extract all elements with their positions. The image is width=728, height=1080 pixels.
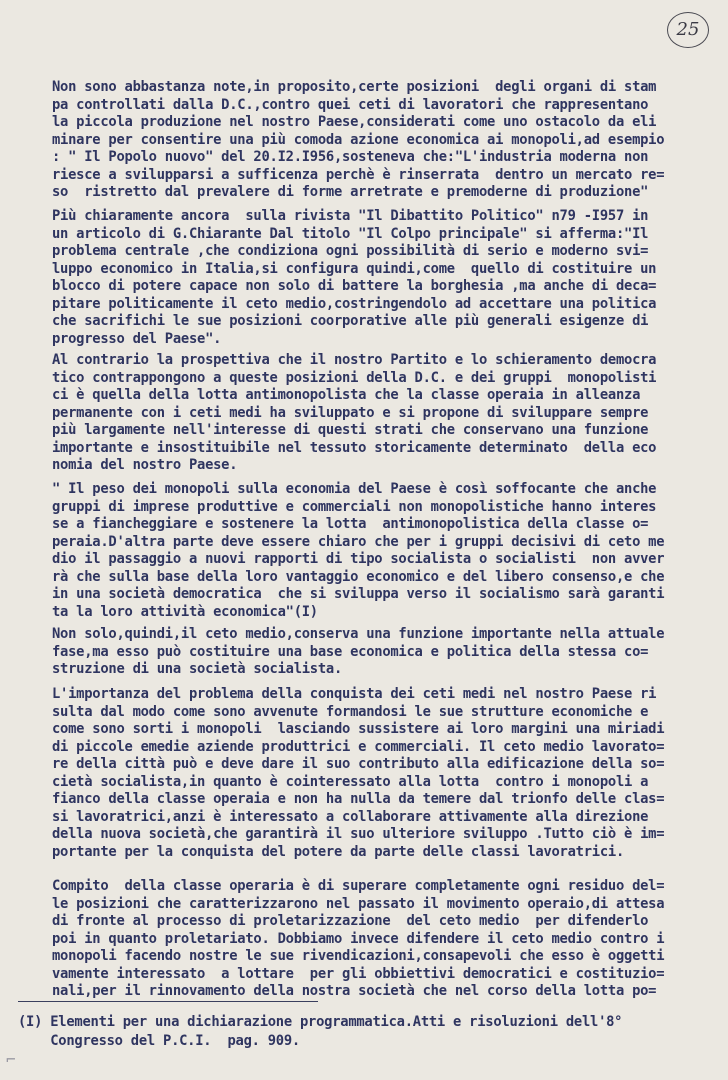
text-line: più largamente nell'interesse di questi strati che conservano una funzione [52,422,649,438]
text-line: portante per la conquista del potere da parte delle classi lavoratrici. [52,843,625,860]
text-line: di piccole emedie aziende produttrici e commerciali. Il ceto medio lavorato= [52,738,665,755]
quotation-paragraph [52,481,712,621]
text-line: che sacrifichi le sue posizioni coorporative alle più generali esigenze di [52,313,649,329]
text-line: dio il passaggio a nuovi rapporti di tipo socialista o socialisti non avver [52,551,665,567]
text-line: ta la loro attività economica"(I) [52,603,318,620]
text-line: rà che sulla base della loro vantaggio economico e del libero consenso,e che [52,568,665,585]
page-number: 25 [667,12,709,48]
text-line: importante e insostituibile nel tessuto storicamente determinato della eco [52,439,657,456]
text-line: Più chiaramente ancora sulla rivista "Il Dibattito Politico" n79 -I957 in [52,208,649,224]
text-line: progresso del Paese". [52,330,222,347]
text-line: minare per consentire una più comoda azione economica ai monopoli,ad esempio [52,131,665,148]
text-line: cietà socialista,in quanto è cointeressato alla lotta contro i monopoli a [52,773,649,790]
text-line: permanente con i ceti medi ha sviluppato e si propone di sviluppare sempre [52,404,649,421]
footnote-line: Congresso del P.C.I. pag. 909. [18,1033,300,1049]
text-line: della nuova società,che garantirà il suo ulteriore sviluppo .Tutto ciò è im= [52,826,665,842]
text-line: gruppi di imprese produttive e commerciali non monopolistiche hanno interes [52,498,657,515]
text-line: problema centrale ,che condiziona ogni possibilità di serio e moderno svi= [52,243,649,259]
text-line: tico contrappongono a queste posizioni della D.C. e dei gruppi monopolisti [52,369,657,386]
text-line: in una società democratica che si sviluppa verso il socialismo sarà garanti [52,586,665,602]
text-line: Non sono abbastanza note,in proposito,certe posizioni degli organi di stam [52,79,657,95]
text-line: peraia.D'altra parte deve essere chiaro che per i gruppi decisivi di ceto me [52,533,665,550]
text-line: come sono sorti i monopoli lasciando sussistere ai loro margini una miriadi [52,721,665,737]
text-line: riesce a svilupparsi a sufficenza perchè è rinserrata dentro un mercato re= [52,166,665,183]
text-line: : " Il Popolo nuovo" del 20.I2.I956,sosteneva che:"L'industria moderna non [52,149,649,165]
text-line: fase,ma esso può costituire una base economica e politica della stessa co= [52,643,649,660]
text-line: so ristretto dal prevalere di forme arretrate e premoderne di produzione" [52,184,649,200]
fold-mark-icon: ⌐ [6,1050,16,1069]
paragraph-6 [52,686,712,861]
text-line: fianco della classe operaia e non ha nulla da temere dal trionfo delle clas= [52,791,665,807]
paragraph-5 [52,626,712,679]
text-line: pitare politicamente il ceto medio,costringendolo ad accettare una politica [52,295,657,312]
text-line: un articolo di G.Chiarante Dal titolo "Il Colpo principale" si afferma:"Il [52,225,649,242]
footnote [18,1013,708,1051]
text-line: si lavoratrici,anzi è interessato a collaborare attivamente alla direzione [52,808,649,825]
paragraph-7 [52,878,712,1001]
text-line: poi in quanto proletariato. Dobbiamo invece difendere il ceto medio contro i [52,930,665,947]
text-line: pa controllati dalla D.C.,contro quei ceti di lavoratori che rappresentano [52,96,649,113]
text-line: blocco di potere capace non solo di battere la borghesia ,ma anche di deca= [52,278,657,294]
text-line: struzione di una società socialista. [52,661,343,677]
text-line: sulta dal modo come sono avvenute formandosi le sue strutture economiche e [52,703,649,720]
text-line: nali,per il rinnovamento della nostra società che nel corso della lotta po= [52,983,657,999]
text-line: le posizioni che caratterizzarono nel passato il movimento operaio,di attesa [52,895,665,912]
text-line: Compito della classe operaria è di superare completamente ogni residuo del= [52,878,665,894]
text-line: ci è quella della lotta antimonopolista che la classe operaia in alleanza [52,387,641,403]
text-line: luppo economico in Italia,si configura quindi,come quello di costituire un [52,260,657,277]
footnote-line: (I) Elementi per una dichiarazione programmatica.Atti e risoluzioni dell'8° [18,1014,623,1030]
text-line: Non solo,quindi,il ceto medio,conserva una funzione importante nella attuale [52,626,665,642]
text-line: se a fiancheggiare e sostenere la lotta antimonopolistica della classe o= [52,516,649,532]
text-line: Al contrario la prospettiva che il nostro Partito e lo schieramento democra [52,352,657,368]
text-line: nomia del nostro Paese. [52,457,238,473]
paragraph-2 [52,208,712,348]
text-line: la piccola produzione nel nostro Paese,considerati come uno ostacolo da eli [52,114,657,130]
paragraph-3 [52,352,712,475]
paragraph-1 [52,79,712,202]
text-line: monopoli facendo nostre le sue rivendicazioni,consapevoli che esso è oggetti [52,948,665,964]
text-line: re della città può e deve dare il suo contributo alla edificazione della so= [52,756,665,772]
text-line: vamente interessato a lottare per gli obbiettivi democratici e costituzio= [52,965,665,982]
text-line: di fronte al processo di proletarizzazione del ceto medio per difenderlo [52,913,649,929]
footnote-divider [18,1001,318,1002]
text-line: " Il peso dei monopoli sulla economia del Paese è così soffocante che anche [52,481,657,497]
text-line: L'importanza del problema della conquista dei ceti medi nel nostro Paese ri [52,686,657,702]
